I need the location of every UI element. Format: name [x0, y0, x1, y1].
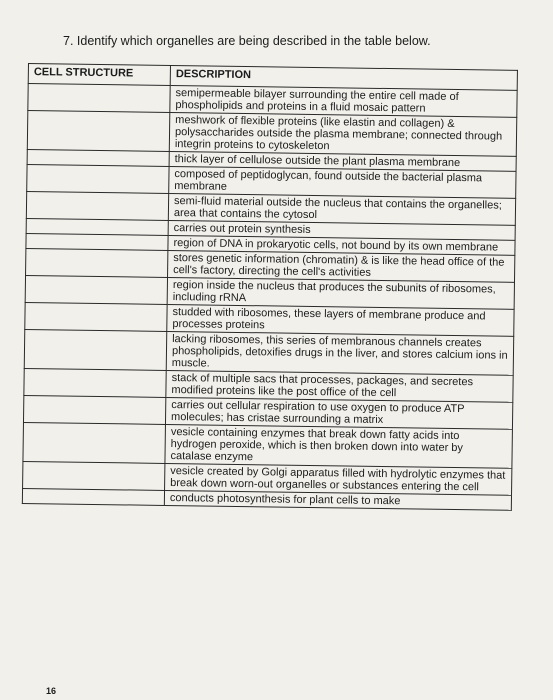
structure-answer-cell[interactable] [27, 111, 170, 152]
description-cell: vesicle containing enzymes that break down fatty acids into hydrogen peroxide, which is then broken down into water by catalase enzyme [165, 424, 513, 468]
table-row [27, 111, 516, 157]
structure-answer-cell[interactable] [23, 461, 165, 490]
structure-answer-cell[interactable] [25, 275, 167, 304]
structure-answer-cell[interactable] [25, 302, 167, 331]
structure-answer-cell[interactable] [28, 84, 170, 113]
description-cell: carries out cellular respiration to use oxygen to produce ATP molecules; has cristae surrounding a matrix [165, 397, 512, 429]
structure-answer-cell[interactable] [24, 329, 167, 370]
description-cell: stores genetic information (chromatin) & is like the head office of the cell's factory, directing the cell's activities [168, 250, 515, 282]
structure-answer-cell[interactable] [22, 488, 164, 505]
description-cell: region of DNA in prokaryotic cells, not bound by its own membrane [168, 235, 515, 255]
table-body [22, 84, 517, 511]
description-cell: carries out protein synthesis [168, 220, 515, 240]
description-cell: meshwork of flexible proteins (like elastin and collagen) & polysaccharides outside the plasma membrane; connected through integrin proteins to cytoskeleton [169, 112, 517, 156]
description-cell: thick layer of cellulose outside the plant plasma membrane [169, 151, 516, 171]
description-cell: semipermeable bilayer surrounding the entire cell made of phospholipids and proteins in a fluid mosaic pattern [170, 85, 517, 117]
structure-answer-cell[interactable] [26, 248, 168, 277]
structure-answer-cell[interactable] [23, 395, 165, 424]
header-cell-structure: CELL STRUCTURE [28, 64, 170, 86]
description-cell: conducts photosynthesis for plant cells to make [164, 490, 511, 510]
table-row [24, 329, 513, 375]
description-cell: composed of peptidoglycan, found outside the bacterial plasma membrane [169, 166, 516, 198]
organelle-table [22, 63, 518, 511]
description-cell: semi-fluid material outside the nucleus that contains the organelles; area that contains the cytosol [168, 193, 515, 225]
description-cell: lacking ribosomes, this series of membranous channels creates phospholipids, detoxifies drugs in the liver, and stores calcium ions in muscle. [166, 331, 514, 375]
structure-answer-cell[interactable] [26, 191, 168, 220]
question-prompt: 7. Identify which organelles are being described in the table below. [63, 34, 431, 48]
description-cell: vesicle created by Golgi apparatus filled with hydrolytic enzymes that break down worn-out organelles or substances entering the cell [165, 463, 512, 495]
description-cell: studded with ribosomes, these layers of membrane produce and processes proteins [167, 304, 514, 336]
description-cell: stack of multiple sacs that processes, packages, and secretes modified proteins like the post office of the cell [166, 370, 513, 402]
structure-answer-cell[interactable] [27, 164, 169, 193]
table-row [23, 422, 512, 468]
description-cell: region inside the nucleus that produces the subunits of ribosomes, including rRNA [167, 277, 514, 309]
structure-answer-cell[interactable] [23, 422, 166, 463]
page-number: 16 [46, 686, 57, 696]
header-description: DESCRIPTION [170, 65, 517, 90]
structure-answer-cell[interactable] [24, 368, 166, 397]
